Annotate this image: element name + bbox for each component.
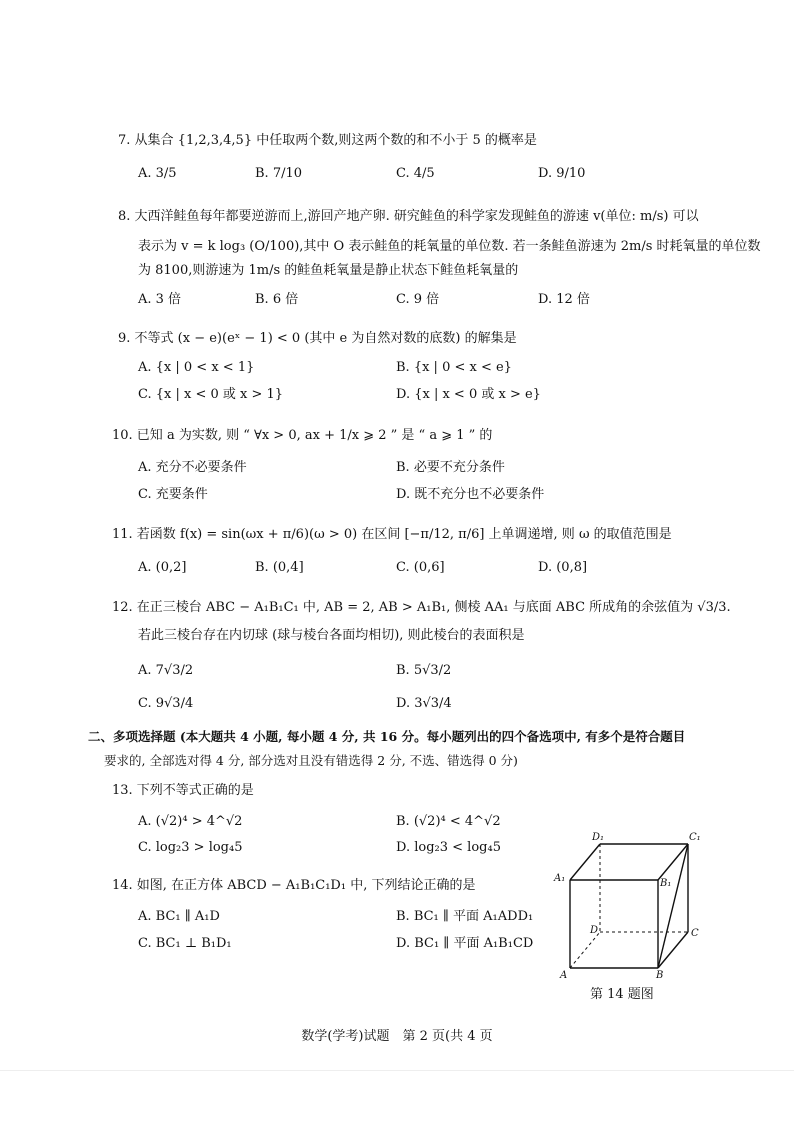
- label-d: D: [590, 925, 599, 936]
- q12-line-1: 12. 在正三棱台 ABC − A₁B₁C₁ 中, AB = 2, AB > A₁B₁, 侧棱 AA₁ 与底面 ABC 所成角的余弦值为 √3/3.: [112, 600, 731, 615]
- q9-option-a: A. {x | 0 < x < 1}: [138, 360, 255, 375]
- label-c: C: [691, 928, 699, 939]
- section-2-heading: 二、多项选择题 (本大题共 4 小题, 每小题 4 分, 共 16 分。每小题列出的四个备选项中, 有多个是符合题目: [88, 729, 686, 744]
- q13-option-c: C. log₂3 > log₄5: [138, 840, 243, 855]
- label-a1: A₁: [554, 873, 566, 884]
- q9-option-c: C. {x | x < 0 或 x > 1}: [138, 387, 284, 402]
- q14-option-c: C. BC₁ ⊥ B₁D₁: [138, 936, 232, 951]
- q12-option-a: A. 7√3/2: [138, 663, 194, 678]
- q11-option-a: A. (0,2]: [138, 560, 187, 575]
- q8-option-c: C. 9 倍: [396, 292, 440, 307]
- label-d1: D₁: [592, 832, 605, 843]
- q10-option-b: B. 必要不充分条件: [396, 460, 505, 475]
- q8-line-2: 表示为 v = k log₃ (O/100),其中 O 表示鲑鱼的耗氧量的单位数. 若一条鲑鱼游速为 2m/s 时耗氧量的单位数: [138, 239, 761, 254]
- q8-option-b: B. 6 倍: [255, 292, 299, 307]
- q12-option-d: D. 3√3/4: [396, 696, 452, 711]
- q12-option-b: B. 5√3/2: [396, 663, 452, 678]
- q7-stem: 7. 从集合 {1,2,3,4,5} 中任取两个数,则这两个数的和不小于 5 的概率是: [118, 133, 537, 148]
- q11-option-d: D. (0,8]: [538, 560, 588, 575]
- page-footer: 数学(学考)试题 第 2 页(共 4 页: [301, 1029, 493, 1044]
- q13-option-b: B. (√2)⁴ < 4^√2: [396, 814, 501, 829]
- q9-option-d: D. {x | x < 0 或 x > e}: [396, 387, 541, 402]
- q9-option-b: B. {x | 0 < x < e}: [396, 360, 512, 375]
- q12-option-c: C. 9√3/4: [138, 696, 194, 711]
- q7-option-c: C. 4/5: [396, 166, 435, 181]
- q10-option-d: D. 既不充分也不必要条件: [396, 487, 545, 502]
- q12-line-2: 若此三棱台存在内切球 (球与棱台各面均相切), 则此棱台的表面积是: [138, 628, 525, 643]
- q14-option-a: A. BC₁ ∥ A₁D: [138, 909, 220, 924]
- label-a: A: [560, 970, 568, 978]
- q10-option-a: A. 充分不必要条件: [138, 460, 247, 475]
- q14-option-d: D. BC₁ ∥ 平面 A₁B₁CD: [396, 936, 534, 951]
- q14-option-b: B. BC₁ ∥ 平面 A₁ADD₁: [396, 909, 534, 924]
- q8-line-1: 8. 大西洋鲑鱼每年都要逆游而上,游回产地产卵. 研究鲑鱼的科学家发现鲑鱼的游速 v(单位: m/s) 可以: [118, 209, 699, 224]
- q8-option-a: A. 3 倍: [138, 292, 182, 307]
- q7-option-b: B. 7/10: [255, 166, 303, 181]
- label-b: B: [656, 970, 664, 978]
- q11-option-b: B. (0,4]: [255, 560, 304, 575]
- q7-option-d: D. 9/10: [538, 166, 586, 181]
- q13-stem: 13. 下列不等式正确的是: [112, 783, 254, 798]
- section-2-instructions: 要求的, 全部选对得 4 分, 部分选对且没有错选得 2 分, 不选、错选得 0 分): [104, 753, 518, 768]
- q11-stem: 11. 若函数 f(x) = sin(ωx + π/6)(ω > 0) 在区间 [−π/12, π/6] 上单调递增, 则 ω 的取值范围是: [112, 527, 672, 542]
- figure-caption: 第 14 题图: [590, 987, 654, 1002]
- q13-option-d: D. log₂3 < log₄5: [396, 840, 501, 855]
- cube-figure: [548, 828, 708, 978]
- q13-option-a: A. (√2)⁴ > 4^√2: [138, 814, 243, 829]
- q11-option-c: C. (0,6]: [396, 560, 445, 575]
- q7-option-a: A. 3/5: [138, 166, 177, 181]
- label-b1: B₁: [660, 878, 672, 889]
- label-c1: C₁: [689, 832, 701, 843]
- q10-stem: 10. 已知 a 为实数, 则 “ ∀x > 0, ax + 1/x ⩾ 2 ” 是 “ a ⩾ 1 ” 的: [112, 428, 493, 443]
- q9-stem: 9. 不等式 (x − e)(eˣ − 1) < 0 (其中 e 为自然对数的底数) 的解集是: [118, 331, 517, 346]
- q10-option-c: C. 充要条件: [138, 487, 208, 502]
- q8-option-d: D. 12 倍: [538, 292, 590, 307]
- q14-stem: 14. 如图, 在正方体 ABCD − A₁B₁C₁D₁ 中, 下列结论正确的是: [112, 878, 476, 893]
- q8-line-3: 为 8100,则游速为 1m/s 的鲑鱼耗氧量是静止状态下鲑鱼耗氧量的: [138, 263, 519, 278]
- bottom-rule: [0, 1070, 794, 1071]
